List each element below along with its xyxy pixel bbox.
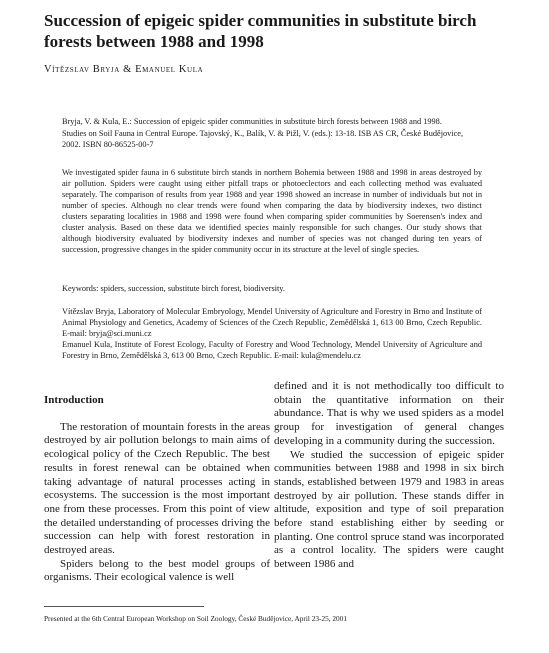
affiliation-kula: Emanuel Kula, Institute of Forest Ecology, Faculty of Forestry and Wood Technology, Mendel University of Agriculture and Forestry in Brno, Zemědělská 3, 613 00 Brno, Czech Republic. E-mail: kula@mendelu.cz xyxy=(62,340,482,360)
right-column xyxy=(274,380,504,572)
paragraph: Spiders belong to the best model groups of organisms. Their ecological valence is well xyxy=(44,557,270,584)
section-heading-introduction: Introduction xyxy=(44,394,104,406)
abstract: We investigated spider fauna in 6 substitute birch stands in northern Bohemia between 1988 and 1998 in areas destroyed by air pollution. Spiders were caught using either pitfall traps or photoeclectors and each collecting method was evaluated separately. The comparison of results from year 1988 and year 1998 showed an increase in number of individuals but not in number of species. Although no clear trends were found when comparing the data by biodiversity indexes, two distinct clusters separating localities in 1988 and 1998 were found when comparing spider communities by Soerensen's index and cluster analysis. Based on these data we identified species mainly responsible for such changes. Our study shows that although biodiversity evaluated by biodiversity indexes and number of species was not changed during ten years of succession, progressive changes in the spider community occur in its structure at the level of single species. xyxy=(62,168,482,254)
paper-title: Succession of epigeic spider communities in substitute birch forests between 1988 and 1998 xyxy=(44,11,477,51)
authors: Vítězslav Bryja & Emanuel Kula xyxy=(44,64,204,75)
footnote: Presented at the 6th Central European Workshop on Soil Zoology, České Budějovice, April 23-25, 2001 xyxy=(44,614,347,623)
paragraph: defined and it is not methodically too difficult to obtain the quantitative information on their abundance. That is why we used spiders as a model group for investigation of general changes developing in a community during the succession. xyxy=(274,380,504,447)
affiliations xyxy=(62,306,482,361)
citation-source: Studies on Soil Fauna in Central Europe. Tajovský, K., Balík, V. & Pižl, V. (eds.): 13-18. ISB AS CR, České Budějovice, 2002. ISBN 80-86525-00-7 xyxy=(62,129,464,149)
affiliation-bryja: Vítězslav Bryja, Laboratory of Molecular Embryology, Mendel University of Agriculture and Forestry in Brno and Institute of Animal Physiology and Genetics, Academy of Sciences of the Czech Republic, Zemědělská 1, 613 00 Brno, Czech Republic. E-mail: bryja@sci.muni.cz xyxy=(62,307,482,338)
keywords: Keywords: spiders, succession, substitute birch forest, biodiversity. xyxy=(62,284,285,293)
footnote-divider xyxy=(44,606,204,607)
citation-reference: Bryja, V. & Kula, E.: Succession of epigeic spider communities in substitute birch forests between 1988 and 1998. xyxy=(62,117,442,126)
citation xyxy=(62,116,482,151)
paragraph: We studied the succession of epigeic spider communities between 1988 and 1998 in six birch stands, established between 1979 and 1983 in areas destroyed by air pollution. These stands differ in altitude, exposition and type of soil preparation before stand establishing either by seeding or planting. One control spruce stand was incorporated as a control locality. The spiders were caught between 1986 and xyxy=(274,448,504,571)
paragraph: The restoration of mountain forests in the areas destroyed by air pollution belongs to main aims of ecological policy of the Czech Republic. The best results in forest renewal can be obtained when taking advantage of natural processes acting in ecosystems. The succession is the most important one from these processes. From this point of view the detailed understanding of processes driving the succession can help with forest restoration in destroyed areas. xyxy=(44,420,270,557)
left-column xyxy=(44,394,270,585)
